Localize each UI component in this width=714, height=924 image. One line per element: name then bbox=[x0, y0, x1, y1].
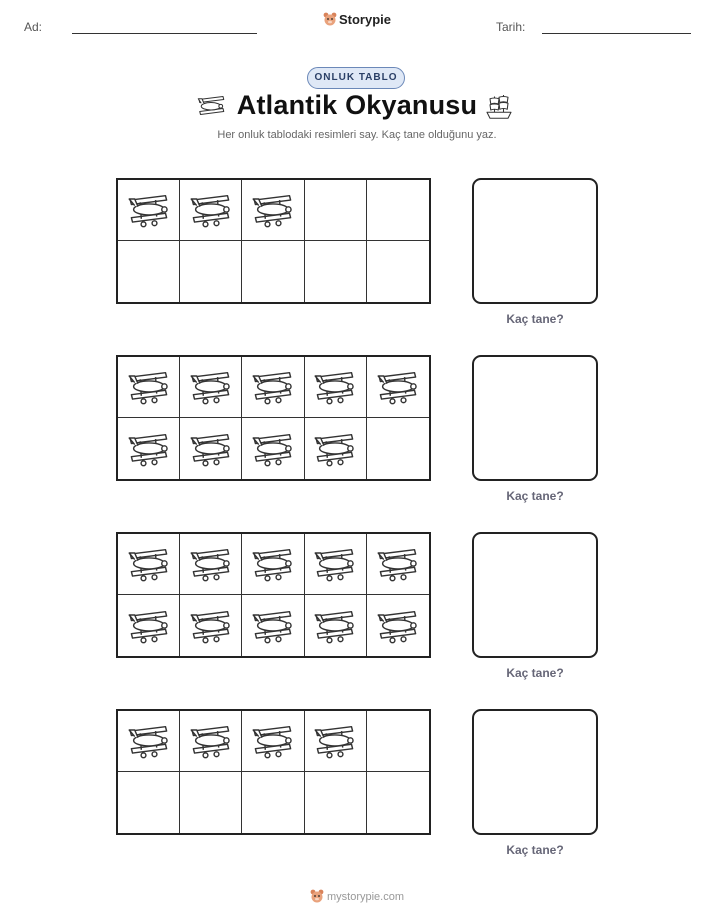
answer-box-1[interactable] bbox=[472, 178, 598, 304]
airplane-icon bbox=[251, 188, 295, 232]
ten-frame-cell bbox=[180, 357, 242, 418]
ten-frame-4 bbox=[116, 709, 431, 835]
footer-url: mystorypie.com bbox=[326, 891, 405, 903]
airplane-icon bbox=[189, 365, 233, 409]
brand-logo bbox=[0, 12, 714, 27]
airplane-icon bbox=[251, 427, 295, 471]
ten-frame-cell bbox=[305, 595, 367, 656]
airplane-icon bbox=[127, 365, 171, 409]
airplane-icon bbox=[189, 427, 233, 471]
ten-frame-cell bbox=[305, 534, 367, 595]
ten-frame-cell bbox=[180, 418, 242, 479]
ten-frame-cell bbox=[180, 772, 242, 833]
ten-frame-cell bbox=[242, 357, 304, 418]
answer-label-3: Kaç tane? bbox=[506, 666, 564, 680]
airplane-icon bbox=[127, 427, 171, 471]
airplane-icon bbox=[313, 365, 357, 409]
airplane-icon bbox=[376, 365, 420, 409]
ship-icon bbox=[484, 92, 514, 122]
airplane-icon bbox=[313, 719, 357, 763]
ten-frame-cell bbox=[118, 418, 180, 479]
bear-icon bbox=[310, 889, 324, 903]
ten-frame-cell bbox=[118, 711, 180, 772]
airplane-icon bbox=[251, 365, 295, 409]
airplane-icon bbox=[127, 604, 171, 648]
ten-frame-cell bbox=[242, 180, 304, 241]
ten-frame-cell bbox=[305, 418, 367, 479]
ten-frame-cell bbox=[367, 241, 429, 302]
airplane-icon bbox=[376, 542, 420, 586]
date-label: Tarih: bbox=[496, 20, 526, 34]
answer-box-2[interactable] bbox=[472, 355, 598, 481]
airplane-icon bbox=[251, 719, 295, 763]
ten-frame-cell bbox=[367, 772, 429, 833]
ten-frame-cell bbox=[118, 241, 180, 302]
ten-frame-1 bbox=[116, 178, 431, 304]
answer-box-4[interactable] bbox=[472, 709, 598, 835]
airplane-icon bbox=[313, 542, 357, 586]
ten-frame-cell bbox=[180, 595, 242, 656]
ten-frame-cell bbox=[367, 357, 429, 418]
airplane-icon bbox=[189, 188, 233, 232]
name-label: Ad: bbox=[24, 20, 43, 34]
answer-label-4: Kaç tane? bbox=[506, 843, 564, 857]
ten-frame-cell bbox=[242, 418, 304, 479]
ten-frame-2 bbox=[116, 355, 431, 481]
ten-frame-cell bbox=[367, 595, 429, 656]
footer bbox=[0, 889, 714, 903]
ten-frame-cell bbox=[305, 772, 367, 833]
airplane-icon bbox=[189, 542, 233, 586]
ten-frame-cell bbox=[118, 534, 180, 595]
ten-frame-cell bbox=[242, 534, 304, 595]
ten-frame-cell bbox=[118, 357, 180, 418]
ten-frame-cell bbox=[118, 772, 180, 833]
answer-label-2: Kaç tane? bbox=[506, 489, 564, 503]
ten-frame-cell bbox=[367, 180, 429, 241]
ten-frame-cell bbox=[180, 711, 242, 772]
answer-box-3[interactable] bbox=[472, 532, 598, 658]
ten-frame-cell bbox=[118, 595, 180, 656]
airplane-icon bbox=[376, 604, 420, 648]
airplane-icon bbox=[189, 719, 233, 763]
name-line[interactable] bbox=[72, 33, 257, 34]
ten-frame-cell bbox=[305, 357, 367, 418]
ten-frame-cell bbox=[180, 180, 242, 241]
bear-icon bbox=[323, 12, 337, 26]
date-line[interactable] bbox=[542, 33, 691, 34]
ten-frame-cell bbox=[180, 241, 242, 302]
airplane-icon bbox=[251, 542, 295, 586]
ten-frame-cell bbox=[242, 711, 304, 772]
ten-frame-3 bbox=[116, 532, 431, 658]
airplane-icon bbox=[313, 604, 357, 648]
airplane-icon bbox=[127, 542, 171, 586]
airplane-icon bbox=[127, 719, 171, 763]
ten-frame-cell bbox=[305, 711, 367, 772]
page-title: Atlantik Okyanusu bbox=[236, 90, 478, 120]
ten-frame-cell bbox=[242, 772, 304, 833]
answer-label-1: Kaç tane? bbox=[506, 312, 564, 326]
ten-frame-cell bbox=[242, 595, 304, 656]
ten-frame-cell bbox=[367, 534, 429, 595]
airplane-icon bbox=[251, 604, 295, 648]
brand-name: Storypie bbox=[338, 12, 391, 27]
ten-frame-cell bbox=[305, 241, 367, 302]
airplane-icon bbox=[189, 604, 233, 648]
ten-frame-cell bbox=[367, 711, 429, 772]
instructions: Her onluk tablodaki resimleri say. Kaç tane olduğunu yaz. bbox=[217, 129, 497, 141]
ten-frame-cell bbox=[118, 180, 180, 241]
ten-frame-cell bbox=[180, 534, 242, 595]
ten-frame-cell bbox=[305, 180, 367, 241]
ten-frame-cell bbox=[367, 418, 429, 479]
ten-frame-cell bbox=[242, 241, 304, 302]
airplane-icon bbox=[313, 427, 357, 471]
worksheet-type-badge: ONLUK TABLO bbox=[307, 67, 405, 89]
airplane-icon bbox=[127, 188, 171, 232]
